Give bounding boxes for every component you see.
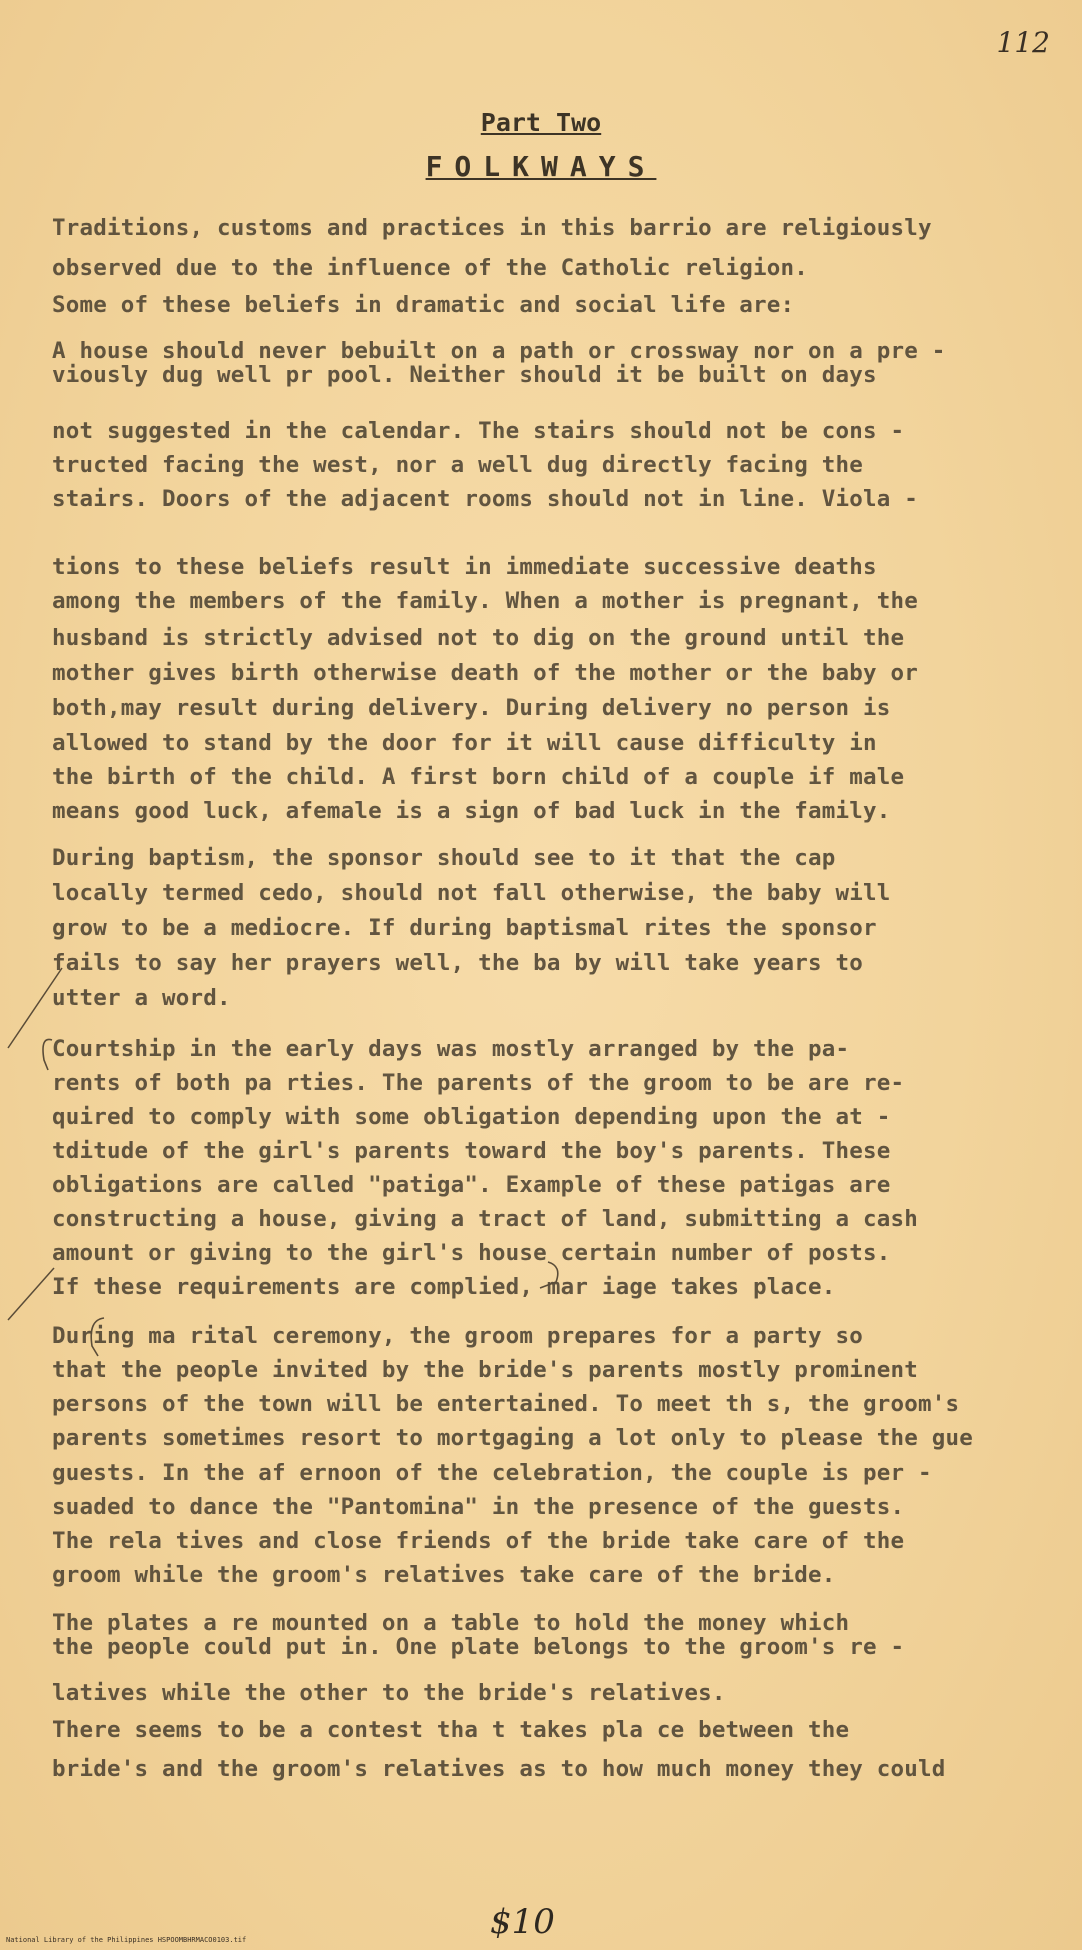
text-line: the people could put in. One plate belongs to the groom's re - — [52, 1634, 905, 1660]
text-line: viously dug well pr pool. Neither should it be built on days — [52, 362, 877, 388]
text-line: among the members of the family. When a mother is pregnant, the — [52, 588, 919, 614]
section-title: FOLKWAYS — [425, 150, 657, 183]
text-line: allowed to stand by the door for it will cause difficulty in — [52, 730, 877, 756]
handwritten-page-mark: $10 — [490, 1902, 555, 1942]
text-line: constructing a house, giving a tract of land, submitting a cash — [52, 1206, 919, 1232]
text-line: The rela tives and close friends of the bride take care of the — [52, 1528, 905, 1554]
text-line: persons of the town will be entertained. To meet th s, the groom's — [52, 1391, 960, 1417]
text-line: utter a word. — [52, 985, 231, 1011]
text-line: observed due to the influence of the Catholic religion. — [52, 255, 809, 281]
text-line: During baptism, the sponsor should see to it that the cap — [52, 845, 836, 871]
text-line: If these requirements are complied, mar iage takes place. — [52, 1274, 836, 1300]
text-line: husband is strictly advised not to dig on the ground until the — [52, 625, 905, 651]
text-line: suaded to dance the "Pantomina" in the presence of the guests. — [52, 1494, 905, 1520]
text-line: There seems to be a contest tha t takes pla ce between the — [52, 1717, 850, 1743]
text-line: the birth of the child. A first born child of a couple if male — [52, 764, 905, 790]
text-line: tructed facing the west, nor a well dug directly facing the — [52, 452, 864, 478]
text-line: quired to comply with some obligation depending upon the at - — [52, 1104, 891, 1130]
text-line: latives while the other to the bride's relatives. — [52, 1680, 726, 1706]
text-line: Traditions, customs and practices in this barrio are religiously — [52, 215, 932, 241]
text-line: both,may result during delivery. During delivery no person is — [52, 695, 891, 721]
text-line: tions to these beliefs result in immediate successive deaths — [52, 554, 877, 580]
text-line: locally termed cedo, should not fall otherwise, the baby will — [52, 880, 891, 906]
text-line: parents sometimes resort to mortgaging a lot only to please the gue — [52, 1425, 973, 1451]
text-line: tditude of the girl's parents toward the boy's parents. These — [52, 1138, 891, 1164]
text-line: not suggested in the calendar. The stairs should not be cons - — [52, 418, 905, 444]
text-line: A house should never bebuilt on a path or crossway nor on a pre - — [52, 338, 946, 364]
text-line: Some of these beliefs in dramatic and social life are: — [52, 292, 795, 318]
page-number: 112 — [996, 26, 1050, 59]
text-line: groom while the groom's relatives take care of the bride. — [52, 1562, 836, 1588]
text-line: means good luck, afemale is a sign of bad luck in the family. — [52, 798, 891, 824]
text-line: obligations are called "patiga". Example of these patigas are — [52, 1172, 891, 1198]
text-line: guests. In the af ernoon of the celebration, the couple is per - — [52, 1460, 932, 1486]
text-line: The plates a re mounted on a table to hold the money which — [52, 1610, 850, 1636]
archive-source-note: National Library of the Philippines HSPOOMBHRMACO0103.tif — [6, 1936, 247, 1944]
text-line: fails to say her prayers well, the ba by will take years to — [52, 950, 864, 976]
text-line: rents of both pa rties. The parents of the groom to be are re- — [52, 1070, 905, 1096]
part-title: Part Two — [480, 108, 602, 137]
text-line: that the people invited by the bride's parents mostly prominent — [52, 1357, 919, 1383]
text-line: During ma rital ceremony, the groom prepares for a party so — [52, 1323, 864, 1349]
text-line: mother gives birth otherwise death of the mother or the baby or — [52, 660, 919, 686]
text-line: stairs. Doors of the adjacent rooms should not in line. Viola - — [52, 486, 919, 512]
text-line: Courtship in the early days was mostly arranged by the pa- — [52, 1036, 850, 1062]
text-line: amount or giving to the girl's house certain number of posts. — [52, 1240, 891, 1266]
text-line: grow to be a mediocre. If during baptismal rites the sponsor — [52, 915, 877, 941]
text-line: bride's and the groom's relatives as to how much money they could — [52, 1756, 946, 1782]
